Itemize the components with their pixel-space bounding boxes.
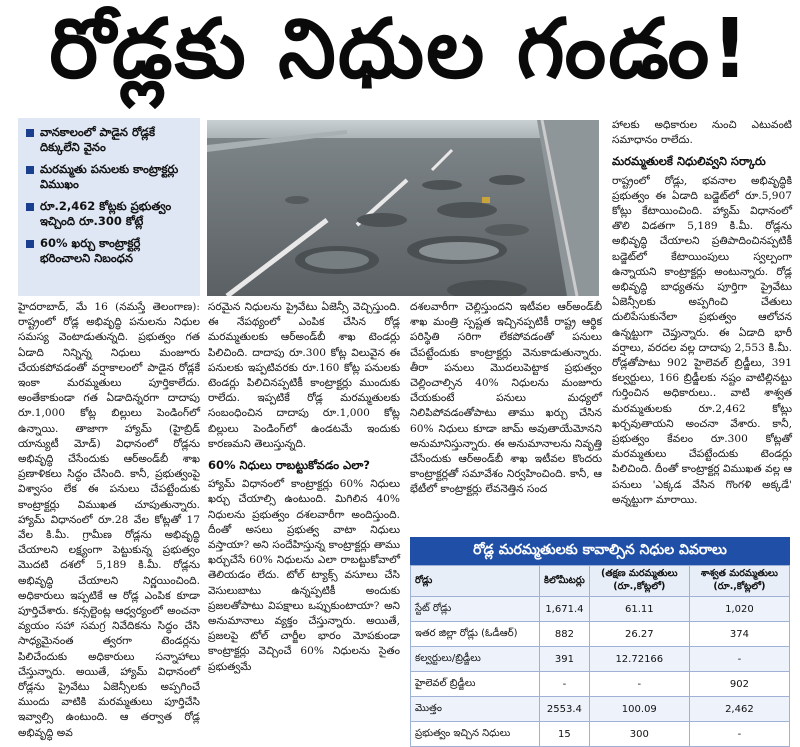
article-column-3 [410, 300, 602, 532]
table-cell: కల్వర్టులు/బ్రిడ్జీలు [411, 647, 540, 672]
table-header-row [411, 566, 790, 597]
article-column-2 [208, 300, 400, 741]
headline: రోడ్లకు నిధుల గండం! [49, 1, 751, 97]
funds-table [410, 537, 790, 741]
table-row [411, 697, 790, 722]
table-cell: 100.09 [589, 697, 689, 722]
table-cell: 1,020 [689, 597, 789, 622]
table-title: రోడ్ల మరమ్మతులకు కావాల్సిన నిధుల వివరాలు [410, 537, 790, 565]
table-cell: - [689, 647, 789, 672]
table-row [411, 722, 790, 747]
square-bullet-icon [26, 203, 34, 211]
table-cell: 374 [689, 622, 789, 647]
highlight-item: రూ.2,462 కోట్లకు ప్రభుత్వం ఇచ్చింది రూ.300 కోట్లే [26, 199, 192, 229]
damaged-road-photo [207, 120, 599, 296]
table-cell: 12.72166 [589, 647, 689, 672]
column-header: కిలోమీటర్లు [540, 566, 590, 597]
square-bullet-icon [26, 240, 34, 248]
article-text: రాష్ట్రంలో రోడ్లు, భవనాల అభివృద్ధికి ప్రభుత్వం ఈ ఏడాది బడ్జెట్‌లో రూ.5,907 కోట్లు కేటాయించింది. హ్యామ్ విధానంలో తొలి విడతగా 5,189 కి.మీ. రోడ్లను అభివృద్ధి చేయాలని ప్రతిపాదించినప్పటికీ బడ్జెట్‌లో కేటాయింపులు స్వల్పంగా ఉన్నాయని కాంట్రాక్టర్లు అంటున్నారు. రోడ్ల అభివృద్ధి బాధ్యతను పూర్తిగా ప్రైవేటు ఏజెన్సీలకు అప్పగించి చేతులు దులిపేసుకునేలా ప్రభుత్వం ఆలోచన ఉన్నట్టుగా చెప్తున్నారు. ఈ ఏడాది భారీ వర్షాలు, వరదల వల్ల దాదాపు 2,553 కి.మీ. రోడ్లతోపాటు 902 హైలెవల్ బ్రిడ్జీలు, 391 కల్వర్టులు, 166 బ్రిడ్జీలకు నష్టం వాటిల్లినట్టు గుర్తించిన అధికారులు.. వాటి శాశ్వత మరమ్మతులకు రూ.2,462 కోట్లు ఖర్చవుతాయని అంచనా వేశారు. కానీ, ప్రభుత్వం కేవలం రూ.300 కోట్లతో మరమ్మతులు చేపట్టేందుకు టెండర్లు పిలిచింది. దీంతో కాంట్రాక్టర్ల విముఖత వల్ల ఆ పనులు 'ఎక్కడ వేసిన గొంగళి అక్కడే' అన్నట్టుగా మారాయి. [612, 174, 792, 506]
table-cell: స్టేట్ రోడ్లు [411, 597, 540, 622]
table-cell: 26.27 [589, 622, 689, 647]
table-cell: హైలెవల్ బ్రిడ్జీలు [411, 672, 540, 697]
table-row [411, 597, 790, 622]
article-text: సరమైన నిధులను ప్రైవేటు ఏజెన్సీ వెచ్చిస్తుంది. ఈ నేపథ్యంలో ఎంపిక చేసిన రోడ్ల మరమ్మతులకు ఆర్‌అండ్‌బీ శాఖ టెండర్లు పిలిచింది. దాదాపు రూ.300 కోట్ల విలువైన ఈ పనులకు ఇప్పటివరకు రూ.160 కోట్ల పనులకు టెండర్లు పిలిచినప్పటికీ కాంట్రాక్టర్లు ముందుకు రాలేదు. ఇప్పటికే రోడ్ల మరమ్మతులకు సంబంధించిన దాదాపు రూ.1,000 కోట్ల బిల్లులు పెండింగ్‌లో ఉండటమే ఇందుకు కారణమని తెలుస్తున్నది. [208, 301, 400, 450]
table-cell: 300 [589, 722, 689, 747]
funds-data-table [410, 565, 790, 747]
table-row [411, 672, 790, 697]
table-cell: మొత్తం [411, 697, 540, 722]
table-row [411, 647, 790, 672]
article-text: హైదరాబాద్, మే 16 (నమస్తే తెలంగాణ): రాష్ట్రంలో రోడ్ల అభివృద్ధి పనులను నిధుల సమస్య వెంటాడుతున్నది. ప్రభుత్వం గత ఏడాది నిన్నిన్న నిధులు మంజూరు చేయకపోవడంతో వర్షాకాలంలో పాడైన రోడ్లకే ఇంకా మరమ్మతులు పూర్తికాలేదు. అంతేకాకుండా గత ఏడాదిన్నరగా దాదాపు రూ.1,000 కోట్ల బిల్లులు పెండింగ్‌లో ఉన్నాయి. తాజాగా హ్యామ్ (హైబ్రిడ్ యాన్యుటీ మోడ్) విధానంలో రోడ్లను అభివృద్ధి చేసేందుకు ఆర్‌అండ్‌బీ శాఖ ప్రణాళికలు సిద్ధం చేసింది. కానీ, ప్రభుత్వంపై విశ్వాసం లేక ఈ పనులు చేపట్టేందుకు కాంట్రాక్టర్లు విముఖత చూపుతున్నారు. హ్యామ్ విధానంలో రూ.28 వేల కోట్లతో 17 వేల కి.మీ. గ్రామీణ రోడ్లను అభివృద్ధి చేయాలని లక్ష్యంగా పెట్టుకున్న ప్రభుత్వం మొదటి దశలో 5,189 కి.మీ. రోడ్లను అభివృద్ధి చేయాలని నిర్ణయించింది. అధికారులు ఇప్పటికే ఆ రోడ్ల ఎంపిక కూడా పూర్తిచేశారు. కన్సల్టెంట్ల ఆధ్వర్యంలో అంచనా వ్యయం సహా సమగ్ర నివేదికను సిద్ధం చేసి సాధ్యమైనంత త్వరగా టెండర్లను పిలిచేందుకు అధికారులు సన్నాహాలు చేస్తున్నారు. అయితే, హ్యామ్ విధానంలో రోడ్లను ప్రైవేటు ఏజెన్సీలకు అప్పగించే ముందు వాటికి మరమ్మతులు పూర్తిచేసి ఇవ్వాల్సి ఉంటుంది. ఆ తర్వాత రోడ్ల అభివృద్ధి అవ [18, 301, 200, 739]
road-potholes-image [207, 120, 599, 296]
table-cell: - [540, 672, 590, 697]
square-bullet-icon [26, 129, 34, 137]
table-cell: 15 [540, 722, 590, 747]
subheading: 60% నిధులు రాబట్టుకోవడం ఎలా? [208, 458, 370, 473]
highlight-item: 60% ఖర్చు కాంట్రాక్టర్లే భరించాలని నిబంధన [26, 236, 192, 266]
table-cell: 902 [689, 672, 789, 697]
table-cell: - [689, 722, 789, 747]
table-cell: 391 [540, 647, 590, 672]
table-cell: - [589, 672, 689, 697]
subheading: మరమ్మతులకే నిధులివ్వని సర్కారు [612, 154, 766, 169]
article-text: దశలవారీగా చెల్లిస్తుందని ఇటీవల ఆర్‌అండ్‌బీ శాఖ మంత్రి స్పష్టత ఇచ్చినప్పటికీ రాష్ట్ర ఆర్థిక పరిస్థితి సరిగా లేకపోవడంతో పనులు చేపట్టేందుకు కాంట్రాక్టర్లు వెనుకాడుతున్నారు. తీరా పనులు మొదలుపెట్టాక ప్రభుత్వం చెల్లించాల్సిన 40% నిధులను మంజూరు చేయకుంటే పనులు మధ్యలో నిలిపిపోవడంతోపాటు తాము ఖర్చు చేసిన 60% నిధులు కూడా జామ్ అవుతాయేమోనని అనుమానిస్తున్నారు. ఈ అనుమానాలను నివృత్తి చేసేందుకు ఆర్‌అండ్‌బీ శాఖ ఇటీవల కొందరు కాంట్రాక్టర్లతో సమావేశం నిర్వహించింది. కానీ, ఆ భేటీలో కాంట్రాక్టర్లు లేవనెత్తిన సంద [410, 301, 602, 496]
article-text: హాలకు అధికారుల నుంచి ఎటువంటి సమాధానం రాలేదు. [612, 119, 792, 147]
highlight-item: మరమ్మతు పనులకు కాంట్రాక్టర్లు విముఖం [26, 162, 192, 192]
table-cell: ప్రభుత్వం ఇచ్చిన నిధులు [411, 722, 540, 747]
table-cell: ఇతర జిల్లా రోడ్లు (ఓడీఆర్) [411, 622, 540, 647]
table-cell: 1,671.4 [540, 597, 590, 622]
highlight-item: వానకాలంలో పాడైన రోడ్లకే దిక్కులేని వైనం [26, 125, 192, 155]
article-column-1 [18, 300, 200, 741]
column-header: శాశ్వత మరమ్మతులు (రూ.,కోట్లలో) [689, 566, 789, 597]
table-cell: 882 [540, 622, 590, 647]
highlights-box [18, 118, 200, 296]
article-text: హ్యామ్ విధానంలో కాంట్రాక్టర్లు 60% నిధులు ఖర్చు చేయాల్సి ఉంటుంది. మిగిలిన 40% నిధులను ప్రభుత్వం దశలవారీగా అందిస్తుంది. దీంతో అసలు ప్రభుత్వ వాటా నిధులు వస్తాయా? అని సందేహిస్తున్న కాంట్రాక్టర్లు తాము ఖర్చుచేసే 60% నిధులను ఎలా రాబట్టుకోవాలో తెలియడం లేదు. టోల్ ట్యాక్స్ వసూలు చేసి వెసులుబాటు ఉన్నప్పటికీ అందుకు ప్రజలతోపాటు విపక్షాలు ఒప్పుకుంటాయా? అని అనుమానాలు వ్యక్తం చేస్తున్నారు. అయితే, ప్రజలపై టోల్ చార్జీల భారం మోపకుండా కాంట్రాక్టర్లు వెచ్చించే 60% నిధులను సైతం ప్రభుత్వమే [208, 478, 400, 673]
square-bullet-icon [26, 166, 34, 174]
table-cell: 2553.4 [540, 697, 590, 722]
article-column-4 [612, 118, 792, 532]
column-header: రోడ్లు [411, 566, 540, 597]
table-cell: 2,462 [689, 697, 789, 722]
table-row [411, 622, 790, 647]
column-header: (తక్షణ మరమ్మతులు (రూ.,కోట్లలో) [589, 566, 689, 597]
table-cell: 61.11 [589, 597, 689, 622]
